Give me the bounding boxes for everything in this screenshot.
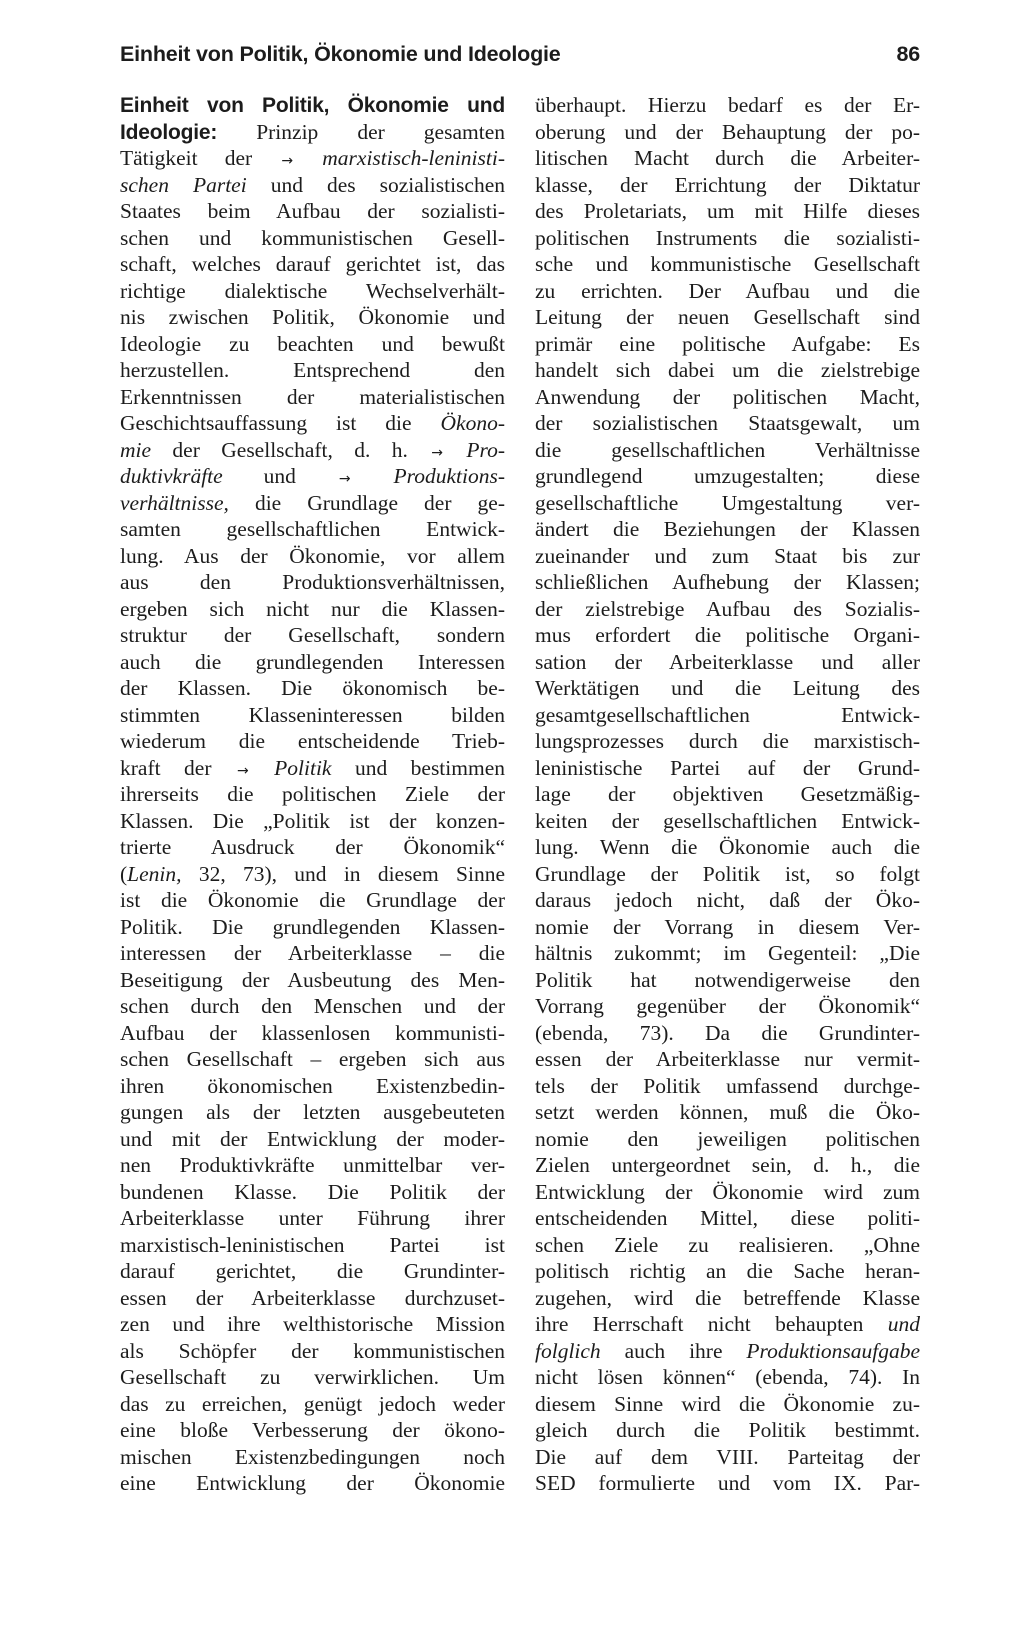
text-line: nen Produktivkräfte unmittelbar ver- bbox=[120, 1153, 505, 1177]
text-line: eine bloße Verbesserung der ökono- bbox=[120, 1418, 505, 1442]
emphasis: und bbox=[887, 1312, 920, 1336]
text-line: essen der Arbeiterklasse nur vermit- bbox=[535, 1047, 920, 1071]
cross-reference: schen Partei bbox=[120, 172, 247, 197]
text-line: politischen Instruments die sozialisti- bbox=[535, 225, 920, 250]
text-line: handelt sich dabei um die zielstrebige bbox=[535, 358, 920, 382]
cross-reference: duktivkräfte bbox=[120, 464, 223, 488]
text-line: ändert die Beziehungen der Klassen bbox=[535, 517, 920, 541]
dictionary-entry bbox=[120, 92, 920, 1495]
entry-headword: Einheit von Politik, Ökonomie und bbox=[120, 94, 505, 117]
text-line: Geschichtsauffassung ist die Ökono- bbox=[120, 411, 505, 435]
text-line: nicht lösen können“ (ebenda, 74). In bbox=[535, 1365, 920, 1389]
text-line: kraft der → Politik und bestimmen bbox=[120, 755, 505, 780]
text-line: schen Gesellschaft – ergeben sich aus bbox=[120, 1047, 505, 1071]
text-line: der Klassen. Die ökonomisch be- bbox=[120, 676, 505, 700]
text-line: ihre Herrschaft nicht behaupten und bbox=[535, 1312, 920, 1336]
text-line: überhaupt. Hierzu bedarf es der Er- bbox=[535, 93, 920, 117]
cross-reference: Pro- bbox=[466, 437, 505, 462]
text-line: ihrerseits die politischen Ziele der bbox=[120, 782, 505, 806]
text-line: diesem Sinne wird die Ökonomie zu- bbox=[535, 1391, 920, 1416]
text-line: mie der Gesellschaft, d. h. → Pro- bbox=[120, 437, 505, 462]
cross-reference: verhältnisse, bbox=[120, 490, 229, 515]
text-line: richtige dialektische Wechselverhält- bbox=[120, 278, 505, 303]
text-line: herzustellen. Entsprechend den bbox=[120, 358, 505, 382]
text-line: und mit der Entwicklung der moder- bbox=[120, 1126, 505, 1151]
text-line: zu errichten. Der Aufbau und die bbox=[535, 278, 920, 303]
text-line: SED formulierte und vom IX. Par- bbox=[535, 1471, 920, 1495]
text-line: schaft, welches darauf gerichtet ist, das bbox=[120, 252, 505, 276]
text-line: Klassen. Die „Politik ist der konzen- bbox=[120, 808, 505, 833]
text-line: grundlegend umzugestalten; diese bbox=[535, 464, 920, 488]
text-line: mus erfordert die politische Organi- bbox=[535, 623, 920, 647]
text-line: schen Partei und des sozialistischen bbox=[120, 172, 505, 197]
text-line: samten gesellschaftlichen Entwick- bbox=[120, 517, 505, 541]
text-line: leninistische Partei auf der Grund- bbox=[535, 755, 920, 780]
text-line: Gesellschaft zu verwirklichen. Um bbox=[120, 1365, 505, 1389]
text-line: die gesellschaftlichen Verhältnisse bbox=[535, 437, 920, 462]
text-line: sation der Arbeiterklasse und aller bbox=[535, 649, 920, 674]
text-line: mischen Existenzbedingungen noch bbox=[120, 1444, 505, 1469]
text-line: sche und kommunistische Gesellschaft bbox=[535, 252, 920, 276]
text-line: Anwendung der politischen Macht, bbox=[535, 384, 920, 409]
text-line: folglich auch ihre Produktionsaufgabe bbox=[535, 1338, 920, 1363]
text-line: Ideologie zu beachten und bewußt bbox=[120, 331, 505, 356]
text-line: ergeben sich nicht nur die Klassen- bbox=[120, 596, 505, 621]
cross-reference: Produktions- bbox=[393, 464, 505, 488]
citation-author: Lenin, bbox=[127, 861, 182, 886]
text-line: primär eine politische Aufgabe: Es bbox=[535, 331, 920, 356]
text-line: lung. Aus der Ökonomie, vor allem bbox=[120, 543, 505, 568]
text-line: wiederum die entscheidende Trieb- bbox=[120, 729, 505, 753]
cross-reference-arrow-icon: → bbox=[338, 471, 351, 487]
text-line: schließlichen Aufhebung der Klassen; bbox=[535, 570, 920, 594]
text-line: Politik hat notwendigerweise den bbox=[535, 967, 920, 992]
left-column bbox=[120, 92, 505, 1495]
text-line: nomie den jeweiligen politischen bbox=[535, 1126, 920, 1151]
text-line: Ideologie: Prinzip der gesamten bbox=[120, 119, 505, 144]
emphasis: mie bbox=[120, 437, 152, 462]
text-line: struktur der Gesellschaft, sondern bbox=[120, 623, 505, 647]
text-line: hältnis zukommt; im Gegenteil: „Die bbox=[535, 941, 920, 965]
entry-headword-line bbox=[120, 92, 505, 119]
text-line: klasse, der Errichtung der Diktatur bbox=[535, 172, 920, 197]
text-line: Arbeiterklasse unter Führung ihrer bbox=[120, 1206, 505, 1230]
text-line: essen der Arbeiterklasse durchzuset- bbox=[120, 1285, 505, 1310]
text-line: litischen Macht durch die Arbeiter- bbox=[535, 146, 920, 170]
text-line: gleich durch die Politik bestimmt. bbox=[535, 1418, 920, 1442]
cross-reference: marxistisch-leninisti- bbox=[322, 146, 505, 170]
text-line: zen und ihre welthistorische Mission bbox=[120, 1312, 505, 1336]
text-line: gungen als der letzten ausgebeuteten bbox=[120, 1100, 505, 1124]
cross-reference-arrow-icon: → bbox=[236, 762, 249, 779]
text-line: oberung und der Behauptung der po- bbox=[535, 119, 920, 144]
text-line: Aufbau der klassenlosen kommunisti- bbox=[120, 1020, 505, 1045]
text-line: ist die Ökonomie die Grundlage der bbox=[120, 888, 505, 912]
text-line: stimmten Klasseninteressen bilden bbox=[120, 702, 505, 727]
text-line: Erkenntnissen der materialistischen bbox=[120, 384, 505, 409]
entry-headword-cont: Ideologie: bbox=[120, 120, 218, 144]
text-line: Tätigkeit der → marxistisch-leninisti- bbox=[120, 146, 505, 170]
text-line: des Proletariats, um mit Hilfe dieses bbox=[535, 199, 920, 223]
text-line: tels der Politik umfassend durchge- bbox=[535, 1073, 920, 1098]
text-line: bundenen Klasse. Die Politik der bbox=[120, 1179, 505, 1204]
text-line: Politik. Die grundlegenden Klassen- bbox=[120, 914, 505, 939]
text-line: der sozialistischen Staatsgewalt, um bbox=[535, 411, 920, 435]
text-line: das zu erreichen, genügt jedoch weder bbox=[120, 1391, 505, 1416]
text-line: lung. Wenn die Ökonomie auch die bbox=[535, 835, 920, 859]
text-line: aus den Produktionsverhältnissen, bbox=[120, 570, 505, 594]
text-line: gesamtgesellschaftlichen Entwick- bbox=[535, 702, 920, 727]
cross-reference-arrow-icon: → bbox=[281, 153, 294, 169]
text-line: entscheidenden Mittel, diese politi- bbox=[535, 1206, 920, 1230]
text-line: Entwicklung der Ökonomie wird zum bbox=[535, 1179, 920, 1204]
emphasis: folglich bbox=[535, 1338, 601, 1363]
text-line: auch die grundlegenden Interessen bbox=[120, 649, 505, 674]
text-line: als Schöpfer der kommunistischen bbox=[120, 1338, 505, 1363]
text-line: verhältnisse, die Grundlage der ge- bbox=[120, 490, 505, 515]
text-line: Die auf dem VIII. Parteitag der bbox=[535, 1444, 920, 1469]
text-line: trierte Ausdruck der Ökonomik“ bbox=[120, 835, 505, 859]
text-line: nomie der Vorrang in diesem Ver- bbox=[535, 914, 920, 939]
text-line: setzt werden können, muß die Öko- bbox=[535, 1100, 920, 1124]
running-head bbox=[120, 42, 920, 67]
text-line: lungsprozesses durch die marxistisch- bbox=[535, 729, 920, 753]
right-column bbox=[535, 92, 920, 1495]
page-number: 86 bbox=[896, 42, 920, 66]
text-line: daraus jedoch nicht, daß der Öko- bbox=[535, 888, 920, 912]
text-line: schen Ziele zu realisieren. „Ohne bbox=[535, 1232, 920, 1257]
text-line: zugehen, wird die betreffende Klasse bbox=[535, 1285, 920, 1310]
text-line: keiten der gesellschaftlichen Entwick- bbox=[535, 808, 920, 833]
text-line: Staates beim Aufbau der sozialisti- bbox=[120, 199, 505, 223]
emphasis: Ökono- bbox=[440, 411, 505, 435]
text-line: nis zwischen Politik, Ökonomie und bbox=[120, 305, 505, 329]
text-line: duktivkräfte und → Produktions- bbox=[120, 464, 505, 488]
text-line: darauf gerichtet, die Grundinter- bbox=[120, 1259, 505, 1283]
text-line: Grundlage der Politik ist, so folgt bbox=[535, 861, 920, 886]
text-line: schen durch den Menschen und der bbox=[120, 994, 505, 1018]
text-line: Zielen untergeordnet sein, d. h., die bbox=[535, 1153, 920, 1177]
text-line: Beseitigung der Ausbeutung des Men- bbox=[120, 967, 505, 992]
text-line: politisch richtig an die Sache heran- bbox=[535, 1259, 920, 1283]
text-line: schen und kommunistischen Gesell- bbox=[120, 225, 505, 250]
text-line: gesellschaftliche Umgestaltung ver- bbox=[535, 490, 920, 515]
text-line: Leitung der neuen Gesellschaft sind bbox=[535, 305, 920, 329]
text-line: Vorrang gegenüber der Ökonomik“ bbox=[535, 994, 920, 1018]
text-line: interessen der Arbeiterklasse – die bbox=[120, 941, 505, 965]
emphasis: Produktionsaufgabe bbox=[746, 1338, 920, 1363]
text-line: der zielstrebige Aufbau des Sozialis- bbox=[535, 596, 920, 621]
text-line: eine Entwicklung der Ökonomie bbox=[120, 1471, 505, 1495]
running-head-title: Einheit von Politik, Ökonomie und Ideologie bbox=[120, 42, 561, 66]
cross-reference-arrow-icon: → bbox=[431, 444, 443, 461]
text-line: ihren ökonomischen Existenzbedin- bbox=[120, 1073, 505, 1098]
cross-reference: Politik bbox=[274, 755, 332, 780]
text-line: (Lenin, 32, 73), und in diesem Sinne bbox=[120, 861, 505, 886]
text-line: lage der objektiven Gesetzmäßig- bbox=[535, 782, 920, 806]
text-line: Werktätigen und die Leitung des bbox=[535, 676, 920, 700]
text-line: (ebenda, 73). Da die Grundinter- bbox=[535, 1020, 920, 1045]
text-line: marxistisch-leninistischen Partei ist bbox=[120, 1232, 505, 1257]
text-line: zueinander und zum Staat bis zur bbox=[535, 543, 920, 568]
